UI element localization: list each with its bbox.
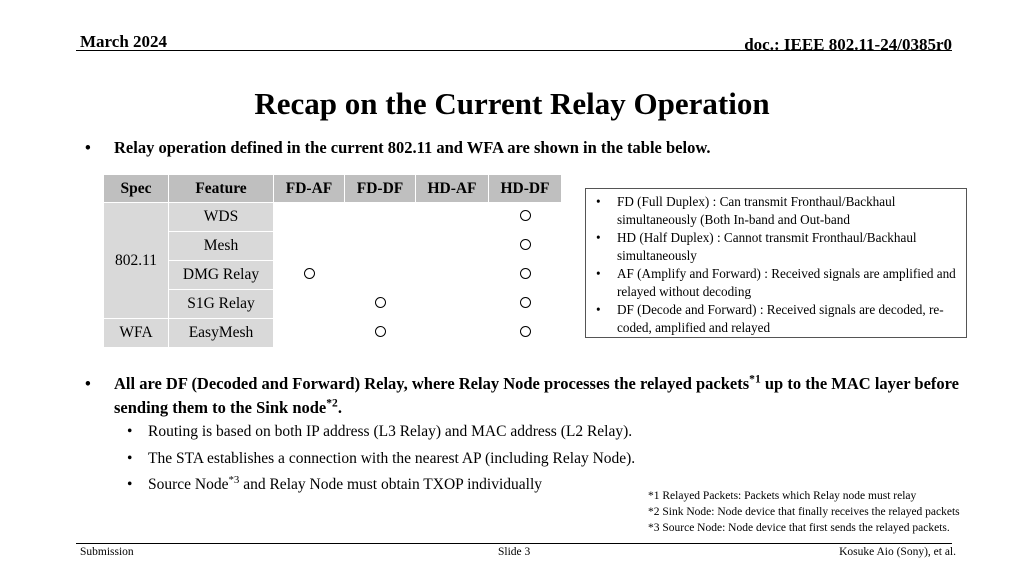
feature-cell: Mesh xyxy=(169,232,274,261)
feature-cell: EasyMesh xyxy=(169,319,274,348)
sub-bullet-dot: • xyxy=(127,476,133,493)
definition-text: DF (Decode and Forward) : Received signals are decoded, re-coded, amplified and relayed xyxy=(617,302,944,335)
mark-cell xyxy=(345,319,416,348)
mark-cell xyxy=(489,319,562,348)
table-row xyxy=(104,290,562,319)
footnote: *1 Relayed Packets: Packets which Relay node must relay xyxy=(648,490,917,502)
table-header-row xyxy=(104,175,562,203)
definition-text: HD (Half Duplex) : Cannot transmit Fronthaul/Backhaul simultaneously xyxy=(617,230,917,263)
spec-cell: 802.11 xyxy=(104,203,169,319)
mark-cell xyxy=(274,290,345,319)
mark-cell xyxy=(274,261,345,290)
mark-cell xyxy=(489,261,562,290)
mark-cell xyxy=(274,319,345,348)
circle-mark-icon xyxy=(520,210,531,221)
mark-cell xyxy=(489,290,562,319)
footnote: *2 Sink Node: Node device that finally receives the relayed packets xyxy=(648,506,960,518)
feature-cell: DMG Relay xyxy=(169,261,274,290)
circle-mark-icon xyxy=(375,326,386,337)
mark-cell xyxy=(489,232,562,261)
mark-cell xyxy=(416,261,489,290)
relay-table xyxy=(103,174,562,348)
main-bullet-part: . xyxy=(337,398,342,417)
table-row xyxy=(104,203,562,232)
footnote-ref: *3 xyxy=(228,473,240,486)
table-row xyxy=(104,319,562,348)
main-bullet-part: up to the MAC layer before sending them to the Sink node xyxy=(114,374,959,417)
header-cell: FD-DF xyxy=(345,175,416,203)
feature-cell: WDS xyxy=(169,203,274,232)
mark-cell xyxy=(345,232,416,261)
mark-cell xyxy=(345,203,416,232)
definition-item: • DF (Decode and Forward) : Received signals are decoded, re-coded, amplified and relayed xyxy=(596,302,944,335)
footer-slide-number: Slide 3 xyxy=(498,546,531,558)
footnote-ref: *2 xyxy=(326,397,338,410)
definitions-box xyxy=(585,188,967,338)
header-cell: HD-AF xyxy=(416,175,489,203)
definition-item: • HD (Half Duplex) : Cannot transmit Fronthaul/Backhaul simultaneously xyxy=(596,230,917,263)
circle-mark-icon xyxy=(520,239,531,250)
footer-divider xyxy=(76,543,952,544)
mark-cell xyxy=(416,232,489,261)
intro-bullet-dot: • xyxy=(85,138,91,157)
mark-cell xyxy=(416,203,489,232)
mark-cell xyxy=(274,203,345,232)
table-row xyxy=(104,232,562,261)
sub-bullet-routing: Routing is based on both IP address (L3 Relay) and MAC address (L2 Relay). xyxy=(148,423,633,440)
sub-bullet-dot: • xyxy=(127,423,133,440)
mark-cell xyxy=(345,290,416,319)
definition-text: AF (Amplify and Forward) : Received signals are amplified and relayed without decoding xyxy=(617,266,956,299)
sub-bullet-sta: The STA establishes a connection with the nearest AP (including Relay Node). xyxy=(148,450,636,467)
slide-title: Recap on the Current Relay Operation xyxy=(254,86,770,121)
sub-bullet-part: and Relay Node must obtain TXOP individually xyxy=(239,476,542,493)
main-bullet-dot: • xyxy=(85,374,91,393)
mark-cell xyxy=(489,203,562,232)
header-cell: Feature xyxy=(169,175,274,203)
footnote-ref: *1 xyxy=(749,373,761,386)
definition-text: FD (Full Duplex) : Can transmit Fronthaul/Backhaul simultaneously (Both In-band and Out-band xyxy=(617,194,896,227)
main-bullet-text xyxy=(114,372,994,420)
header-cell: HD-DF xyxy=(489,175,562,203)
definition-item: • FD (Full Duplex) : Can transmit Fronthaul/Backhaul simultaneously (Both In-band and Out-band xyxy=(596,194,896,227)
feature-cell: S1G Relay xyxy=(169,290,274,319)
mark-cell xyxy=(416,319,489,348)
mark-cell xyxy=(345,261,416,290)
circle-mark-icon xyxy=(520,326,531,337)
header-date: March 2024 xyxy=(80,32,168,51)
intro-text: Relay operation defined in the current 802.11 and WFA are shown in the table below. xyxy=(114,138,711,157)
main-bullet-part: All are DF (Decoded and Forward) Relay, where Relay Node processes the relayed packets xyxy=(114,374,750,393)
footer-author: Kosuke Aio (Sony), et al. xyxy=(839,546,956,558)
table-row xyxy=(104,261,562,290)
sub-bullet-dot: • xyxy=(127,450,133,467)
header-cell: FD-AF xyxy=(274,175,345,203)
circle-mark-icon xyxy=(304,268,315,279)
footnotes xyxy=(648,488,960,536)
footer-submission: Submission xyxy=(80,546,134,558)
header-divider xyxy=(76,50,952,51)
table-body xyxy=(104,203,562,348)
mark-cell xyxy=(416,290,489,319)
sub-bullet-part: Source Node xyxy=(148,476,229,493)
footnote: *3 Source Node: Node device that first sends the relayed packets. xyxy=(648,522,950,534)
sub-bullet-txop xyxy=(148,473,542,494)
spec-cell: WFA xyxy=(104,319,169,348)
header-cell: Spec xyxy=(104,175,169,203)
mark-cell xyxy=(274,232,345,261)
circle-mark-icon xyxy=(520,297,531,308)
circle-mark-icon xyxy=(520,268,531,279)
circle-mark-icon xyxy=(375,297,386,308)
definition-item: • AF (Amplify and Forward) : Received signals are amplified and relayed without decoding xyxy=(596,266,956,299)
header-doc-id: doc.: IEEE 802.11-24/0385r0 xyxy=(744,35,952,54)
